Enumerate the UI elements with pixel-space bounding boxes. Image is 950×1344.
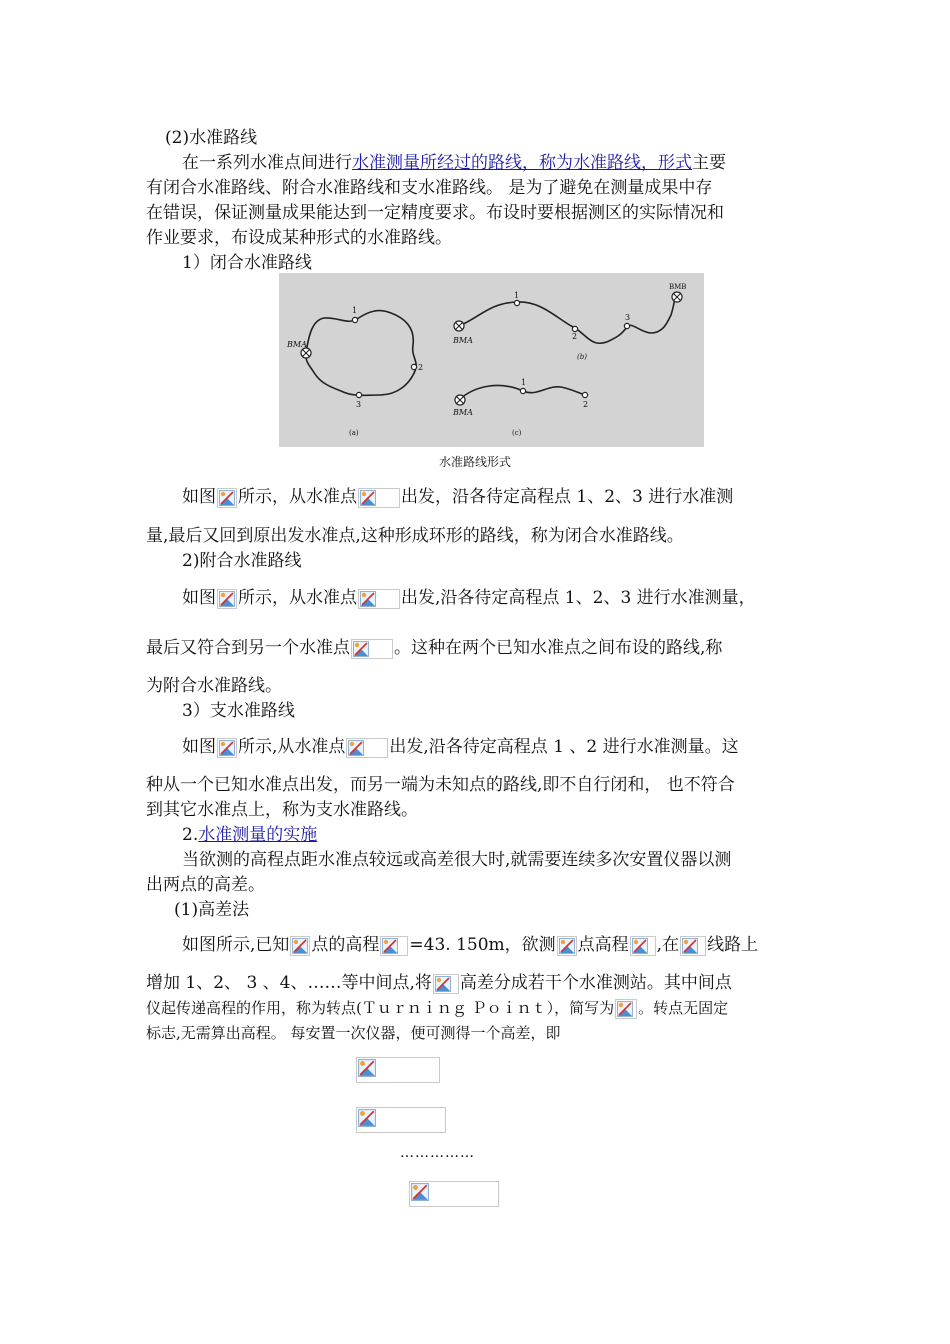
image-placeholder: [680, 936, 706, 956]
broken-image-icon: [360, 490, 376, 506]
broken-image-icon: [348, 740, 364, 756]
broken-image-icon: [682, 938, 698, 954]
image-placeholder: [380, 936, 408, 956]
image-placeholder: [630, 936, 656, 956]
broken-image-icon: [358, 1109, 376, 1127]
a-label-1: 1: [352, 306, 358, 315]
a-label-2: 2: [418, 363, 424, 372]
spur-text: 如图: [182, 737, 216, 757]
image-placeholder: [290, 936, 310, 956]
annexed-text: 。这种在两个已知水准点之间布设的路线,称: [394, 638, 723, 658]
broken-image-icon: [382, 938, 398, 954]
closed-line-1: [182, 486, 733, 508]
broken-image-icon: [632, 938, 648, 954]
closed-text: 出发，沿各待定高程点 1、2、3 进行水准测: [401, 487, 734, 507]
a-point-1: [352, 317, 357, 322]
diff-text: 仪起传递高程的作用，称为转点(Ｔｕｒｎｉｎｇ Ｐｏｉｎｔ），简写为: [146, 999, 615, 1017]
annexed-line-1: [182, 587, 756, 609]
equation-image-placeholder: [356, 1107, 446, 1133]
diff-text: 高差分成若干个水准测站。其中间点: [459, 973, 732, 993]
annexed-route-heading: 2)附合水准路线: [182, 551, 302, 571]
c-tag: (c): [512, 429, 522, 437]
c-point-2: [582, 392, 587, 397]
intro-line-1: [182, 152, 726, 174]
intro-text: 主要: [692, 153, 726, 173]
diff-text: 。转点无固定: [638, 999, 729, 1017]
closed-route-heading: 1）闭合水准路线: [182, 253, 312, 273]
ellipsis: ……………: [400, 1145, 475, 1161]
diff-text: 增加 1、2、 3 、4、……等中间点,将: [146, 973, 432, 993]
broken-image-icon: [617, 1001, 633, 1017]
a-point-3: [356, 392, 361, 397]
route-forms-figure: [279, 273, 704, 447]
c-bma-label: BMA: [453, 408, 473, 417]
diff-text: ,在: [656, 935, 680, 955]
section-title: (2)水准路线: [165, 128, 258, 148]
closed-line-2: 量,最后又回到原出发水准点,这种形成环形的路线，称为闭合水准路线。: [146, 526, 684, 546]
broken-image-icon: [353, 641, 369, 657]
intro-line-2: 有闭合水准路线、附合水准路线和支水准路线。 是为了避免在测量成果中存: [146, 178, 713, 198]
figure-caption: 水准路线形式: [438, 455, 511, 469]
intro-line-3: 在错误，保证测量成果能达到一定精度要求。布设时要根据测区的实际情况和: [146, 203, 724, 223]
annexed-text: 最后又符合到另一个水准点: [146, 638, 350, 658]
spur-route-heading: 3）支水准路线: [182, 701, 295, 721]
implementation-line-1: 当欲测的高程点距水准点较远或高差很大时,就需要连续多次安置仪器以测: [182, 850, 732, 870]
a-tag: (a): [349, 429, 359, 437]
diff-text: 如图所示,已知: [182, 935, 290, 955]
diff-line-2: [146, 972, 732, 994]
spur-line-1: [182, 736, 739, 758]
broken-image-icon: [358, 1059, 376, 1077]
image-placeholder: [346, 738, 388, 758]
c-label-1: 1: [521, 378, 527, 387]
spur-text: 所示,从水准点: [238, 737, 346, 757]
diff-line-4: 标志,无需算出高程。 每安置一次仪器，便可测得一个高差，即: [146, 1024, 561, 1042]
b-bmb-label: BMB: [669, 283, 687, 291]
diff-method-heading: (1)高差法: [174, 900, 250, 920]
a-point-2: [411, 364, 416, 369]
closed-text: 所示，从水准点: [238, 487, 357, 507]
annexed-line-2: [146, 637, 722, 659]
diff-text: 线路上: [707, 935, 759, 955]
image-placeholder: [351, 639, 393, 659]
diff-text: 点的高程: [311, 935, 380, 955]
b-bma-label: BMA: [453, 336, 473, 345]
broken-image-icon: [219, 490, 235, 506]
b-tag: (b): [577, 353, 587, 361]
a-bma-label: BMA: [287, 340, 307, 349]
b-point-1: [514, 300, 519, 305]
equation-image-placeholder: [356, 1057, 440, 1083]
annexed-text: 出发,沿各待定高程点 1、2、3 进行水准测量，: [401, 588, 756, 608]
implementation-link[interactable]: 水准测量的实施: [198, 825, 318, 845]
b-label-1: 1: [514, 291, 520, 300]
intro-text: 在一系列水准点间进行: [182, 153, 352, 173]
image-placeholder: [217, 738, 237, 758]
implementation-heading: [182, 824, 317, 846]
broken-image-icon: [360, 591, 376, 607]
diff-text: =43. 150m，欲测: [409, 935, 556, 955]
b-label-3: 3: [625, 313, 631, 322]
annexed-line-3: 为附合水准路线。: [146, 676, 282, 696]
image-placeholder: [433, 974, 459, 994]
implementation-line-2: 出两点的高差。: [146, 875, 265, 895]
annexed-text: 所示，从水准点: [238, 588, 357, 608]
broken-image-icon: [435, 976, 451, 992]
b-point-2: [572, 326, 577, 331]
closed-text: 如图: [182, 487, 216, 507]
broken-image-icon: [559, 938, 575, 954]
equation-image-placeholder: [409, 1181, 499, 1207]
c-point-1: [520, 388, 525, 393]
b-label-2: 2: [572, 332, 578, 341]
a-label-3: 3: [356, 400, 362, 409]
section-number: 2.: [182, 825, 199, 845]
broken-image-icon: [292, 938, 308, 954]
broken-image-icon: [219, 591, 235, 607]
diff-text: 点高程: [577, 935, 629, 955]
image-placeholder: [217, 488, 237, 508]
image-placeholder: [557, 936, 577, 956]
diff-line-1: [182, 934, 758, 956]
spur-text: 出发,沿各待定高程点 1 、2 进行水准测量。这: [389, 737, 739, 757]
annexed-text: 如图: [182, 588, 216, 608]
broken-image-icon: [219, 740, 235, 756]
image-placeholder: [358, 589, 400, 609]
image-placeholder: [217, 589, 237, 609]
route-definition-link[interactable]: 水准测量所经过的路线，称为水准路线，形式: [352, 153, 692, 173]
image-placeholder: [615, 999, 637, 1019]
route-diagram: [279, 273, 704, 447]
c-label-2: 2: [583, 400, 589, 409]
spur-line-3: 到其它水准点上，称为支水准路线。: [146, 800, 418, 820]
broken-image-icon: [411, 1183, 429, 1201]
b-point-3: [624, 323, 629, 328]
diff-line-3: [146, 997, 728, 1019]
image-placeholder: [358, 488, 400, 508]
intro-line-4: 作业要求，布设成某种形式的水准路线。: [146, 228, 452, 248]
spur-line-2: 种从一个已知水准点出发，而另一端为未知点的路线,即不自行闭和， 也不符合: [146, 775, 735, 795]
